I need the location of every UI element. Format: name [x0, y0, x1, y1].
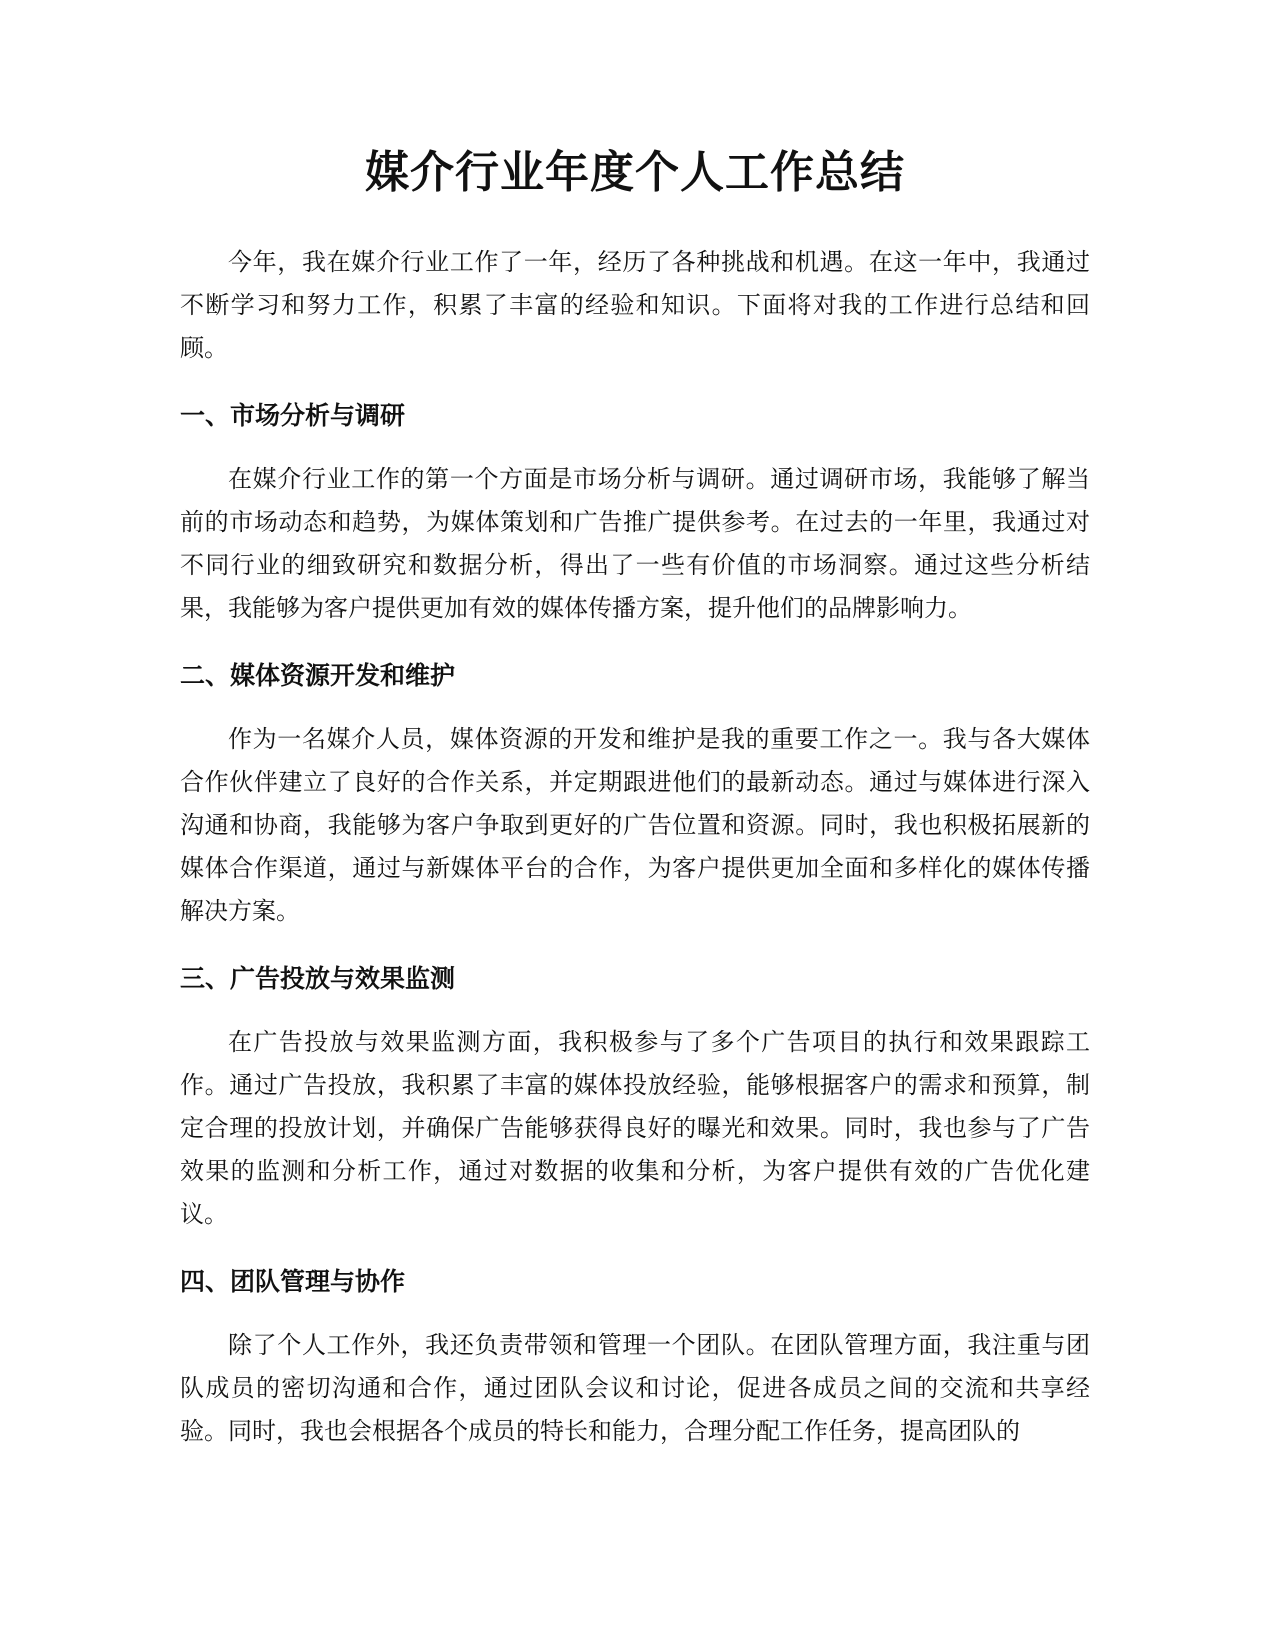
- section-body-market-analysis: 在媒介行业工作的第一个方面是市场分析与调研。通过调研市场，我能够了解当前的市场动态和趋势，为媒体策划和广告推广提供参考。在过去的一年里，我通过对不同行业的细致研究和数据分析，得出了一些有价值的市场洞察。通过这些分析结果，我能够为客户提供更加有效的媒体传播方案，提升他们的品牌影响力。: [180, 465, 1090, 622]
- intro-paragraph: 今年，我在媒介行业工作了一年，经历了各种挑战和机遇。在这一年中，我通过不断学习和努力工作，积累了丰富的经验和知识。下面将对我的工作进行总结和回顾。: [180, 248, 1090, 362]
- document-page: [180, 140, 1090, 1453]
- section-body-team-management: 除了个人工作外，我还负责带领和管理一个团队。在团队管理方面，我注重与团队成员的密切沟通和合作，通过团队会议和讨论，促进各成员之间的交流和共享经验。同时，我也会根据各个成员的特长和能力，合理分配工作任务，提高团队的: [180, 1331, 1090, 1445]
- section-heading-market-analysis: 一、市场分析与调研: [180, 401, 406, 430]
- section-heading-team-management: 四、团队管理与协作: [180, 1267, 406, 1296]
- document-title: 媒介行业年度个人工作总结: [365, 147, 905, 198]
- section-body-ad-placement: 在广告投放与效果监测方面，我积极参与了多个广告项目的执行和效果跟踪工作。通过广告投放，我积累了丰富的媒体投放经验，能够根据客户的需求和预算，制定合理的投放计划，并确保广告能够获得良好的曝光和效果。同时，我也参与了广告效果的监测和分析工作，通过对数据的收集和分析，为客户提供有效的广告优化建议。: [180, 1028, 1090, 1228]
- section-heading-ad-placement: 三、广告投放与效果监测: [180, 964, 456, 993]
- section-body-media-resources: 作为一名媒介人员，媒体资源的开发和维护是我的重要工作之一。我与各大媒体合作伙伴建立了良好的合作关系，并定期跟进他们的最新动态。通过与媒体进行深入沟通和协商，我能够为客户争取到更好的广告位置和资源。同时，我也积极拓展新的媒体合作渠道，通过与新媒体平台的合作，为客户提供更加全面和多样化的媒体传播解决方案。: [180, 725, 1090, 925]
- section-heading-media-resources: 二、媒体资源开发和维护: [180, 661, 456, 690]
